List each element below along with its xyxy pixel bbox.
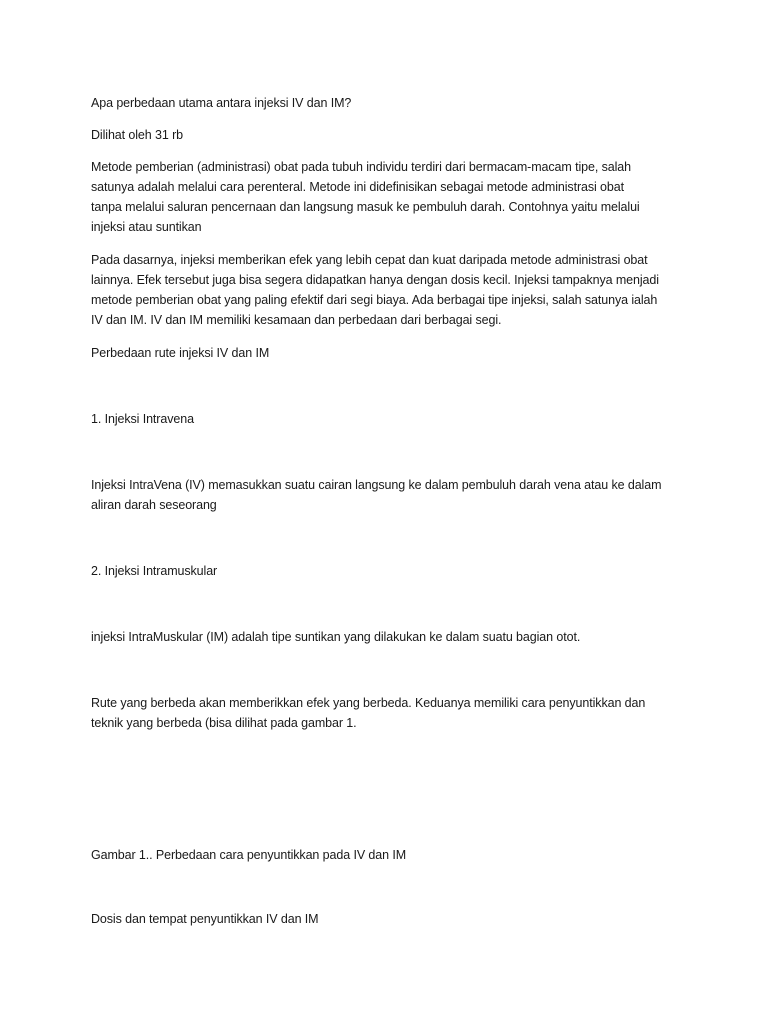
paragraph-line: tanpa melalui saluran pencernaan dan langsung masuk ke pembuluh darah. Contohnya yaitu melalui	[91, 200, 640, 214]
paragraph-line: metode pemberian obat yang paling efektif dari segi biaya. Ada berbagai tipe injeksi, salah satunya ialah	[91, 293, 658, 307]
paragraph-line: Injeksi IntraVena (IV) memasukkan suatu cairan langsung ke dalam pembuluh darah vena atau ke dalam	[91, 478, 662, 492]
heading-dose-site: Dosis dan tempat penyuntikkan IV dan IM	[91, 912, 319, 926]
heading-intramuscular: 2. Injeksi Intramuskular	[91, 564, 218, 578]
paragraph-line: IV dan IM. IV dan IM memiliki kesamaan dan perbedaan dari berbagai segi.	[91, 313, 502, 327]
paragraph-line: teknik yang berbeda (bisa dilihat pada gambar 1.	[91, 716, 357, 730]
paragraph-injection-basics	[91, 250, 691, 330]
view-count: Dilihat oleh 31 rb	[91, 128, 184, 142]
paragraph-line: Metode pemberian (administrasi) obat pada tubuh individu terdiri dari bermacam-macam tipe, salah	[91, 160, 631, 174]
heading-intravenous: 1. Injeksi Intravena	[91, 412, 194, 426]
paragraph-parenteral	[91, 157, 691, 237]
document-title: Apa perbedaan utama antara injeksi IV dan IM?	[91, 96, 352, 110]
figure-caption: Gambar 1.. Perbedaan cara penyuntikkan pada IV dan IM	[91, 848, 407, 862]
paragraph-line: injeksi atau suntikan	[91, 220, 202, 234]
paragraph-line: aliran darah seseorang	[91, 498, 217, 512]
paragraph-line: Pada dasarnya, injeksi memberikan efek yang lebih cepat dan kuat daripada metode administrasi obat	[91, 253, 648, 267]
paragraph-intravenous	[91, 475, 691, 515]
paragraph-line: Rute yang berbeda akan memberikkan efek yang berbeda. Keduanya memiliki cara penyuntikkan dan	[91, 696, 646, 710]
heading-routes: Perbedaan rute injeksi IV dan IM	[91, 346, 270, 360]
paragraph-line: lainnya. Efek tersebut juga bisa segera didapatkan hanya dengan dosis kecil. Injeksi tampaknya menjadi	[91, 273, 659, 287]
paragraph-line: satunya adalah melalui cara perenteral. Metode ini didefinisikan sebagai metode administrasi obat	[91, 180, 624, 194]
paragraph-intramuscular: injeksi IntraMuskular (IM) adalah tipe suntikan yang dilakukan ke dalam suatu bagian otot.	[91, 630, 581, 644]
paragraph-routes-difference	[91, 693, 691, 733]
